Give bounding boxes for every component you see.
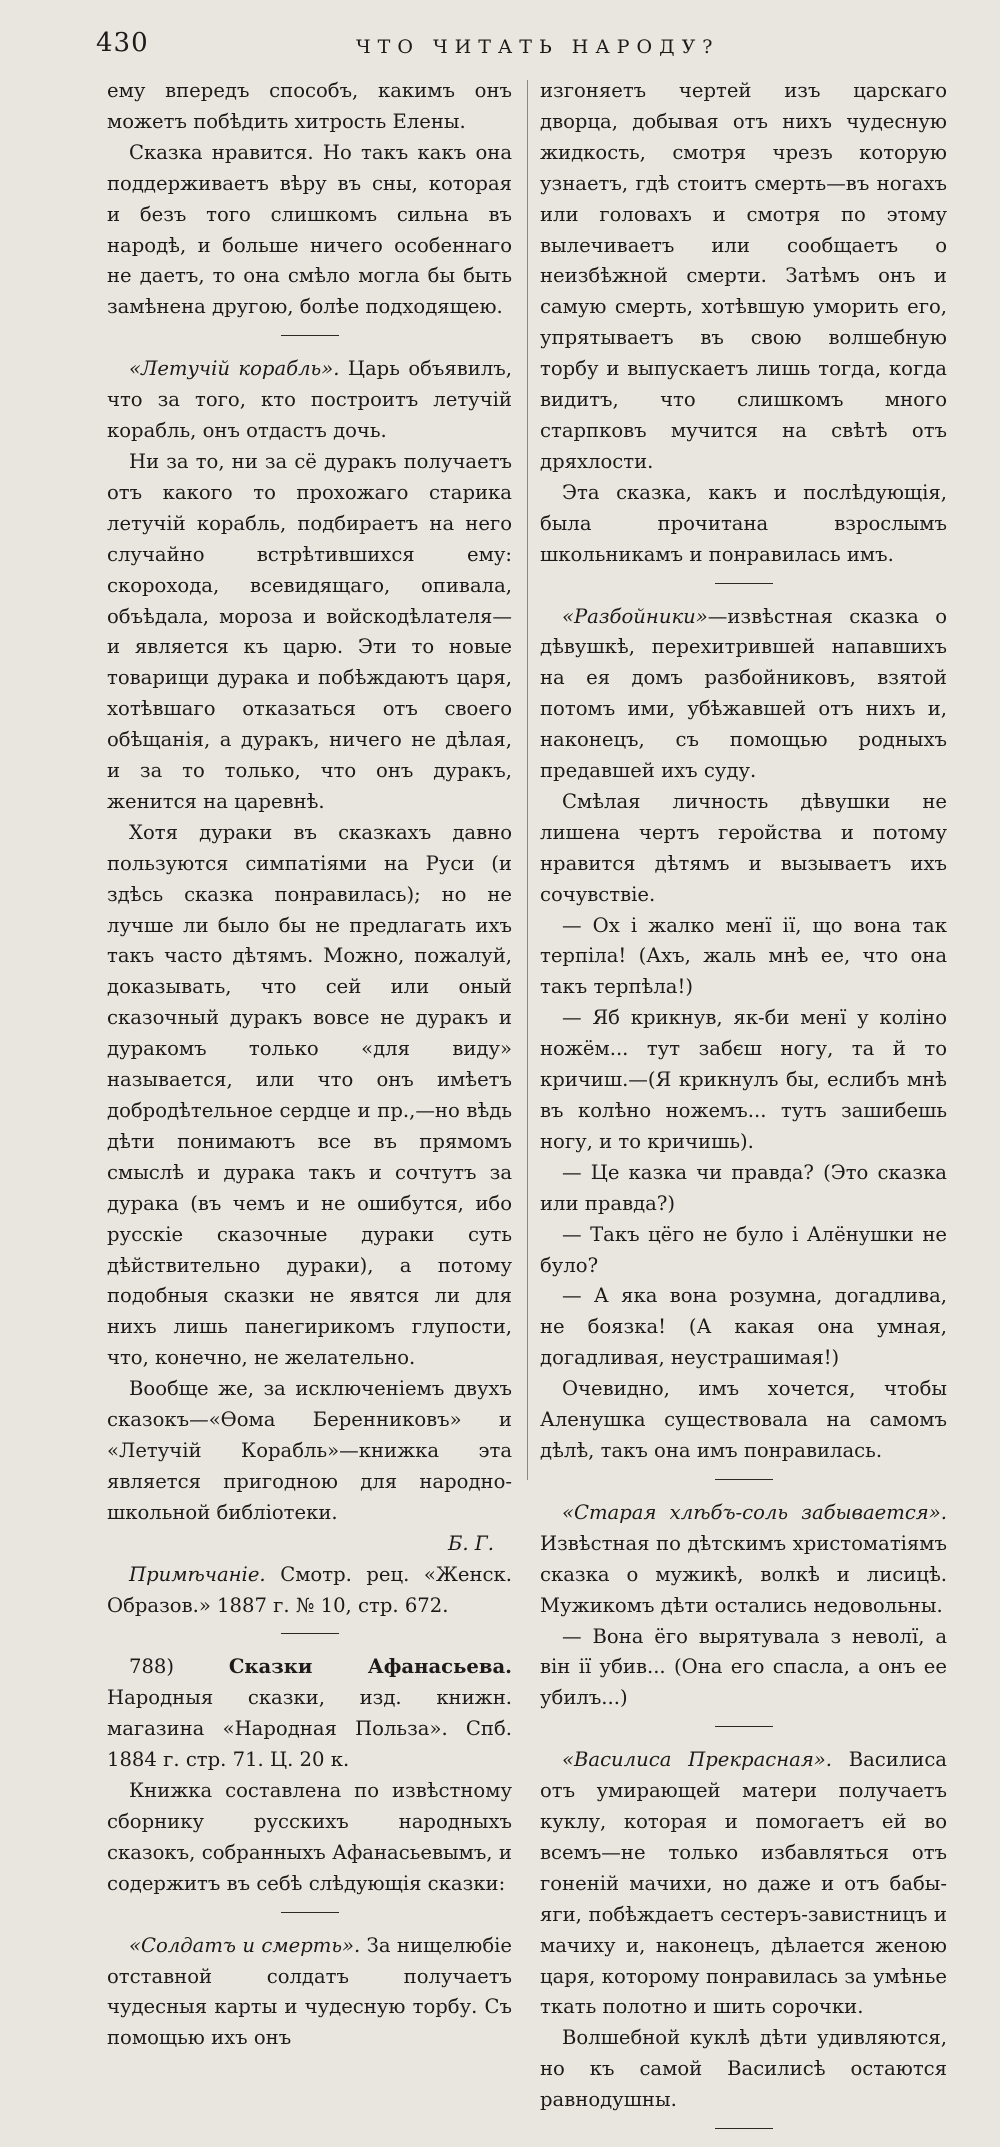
section-rule: [715, 2128, 773, 2129]
review-paragraph: [540, 1745, 947, 2023]
quote: — Це казка чи правда? (Это сказка или правда?): [540, 1160, 947, 1215]
paragraph-text: За нищелюбіе отставной солдатъ получаетъ чудесныя карты и чудесную торбу. Съ помощью ихъ онъ: [107, 1933, 512, 2050]
paragraph: Хотя дураки въ сказкахъ давно пользуются симпатіями на Руси (и здѣсь сказка понравилась); но не лучше ли было бы не предлагать ихъ такъ часто дѣтямъ. Можно, пожалуй, доказывать, что сей или оный сказочный дуракъ вовсе не дуракъ и дуракомъ только «для виду» называется, или что онъ имѣетъ добродѣтельное сердце и пр.,—но вѣдь дѣти понимаютъ все въ прямомъ смыслѣ и дурака такъ и сочтутъ за дурака (въ чемъ и не ошибутся, ибо русскіе сказочные дураки суть дѣйствительно дураки), а потому подобныя сказки не явятся ли для нихъ лишь панегирикомъ глупости, что, конечно, не желательно.: [107, 820, 512, 1370]
entry-title: Сказки Афанасьева.: [228, 1655, 512, 1679]
quote: — А яка вона розумна, догадлива, не боязка! (А какая она умная, догадливая, неустрашимая!): [540, 1284, 947, 1370]
signature: Б. Г.: [447, 1531, 494, 1555]
page-header: [96, 22, 986, 62]
note-label: Примѣчаніе.: [129, 1562, 266, 1586]
section-rule: [281, 1633, 339, 1634]
tale-title: «Разбойники»: [562, 604, 708, 628]
section-rule: [715, 1479, 773, 1480]
section-rule: [715, 1726, 773, 1727]
note: [107, 1560, 512, 1622]
tale-title: «Летучій корабль».: [129, 357, 340, 381]
paragraph: Книжка составлена по извѣстному сборнику русскихъ народныхъ сказокъ, собранныхъ Афанасьевымъ, и содержитъ въ себѣ слѣдующія сказки:: [107, 1779, 512, 1895]
running-title: ЧТО ЧИТАТЬ НАРОДУ?: [356, 36, 720, 58]
paragraph-text: —извѣстная сказка о дѣвушкѣ, перехитрившей напавшихъ на ея домъ разбойниковъ, взятой потомъ ими, убѣжавшей отъ нихъ и, наконецъ, съ помощью родныхъ предавшей ихъ суду.: [540, 604, 947, 783]
section-rule: [281, 335, 339, 336]
quote: — Ох і жалко менї ії, що вона так терпіла! (Ахъ, жаль мнѣ ее, что она такъ терпѣла!): [540, 913, 947, 999]
paragraph: изгоняетъ чертей изъ царскаго дворца, добывая отъ нихъ чудесную жидкость, смотря чрезъ которую узнаетъ, гдѣ стоитъ смерть—въ ногахъ или головахъ и смотря по этому вылечиваетъ или сообщаетъ о неизбѣжной смерти. Затѣмъ онъ и самую смерть, хотѣвшую уморить его, упрятываетъ въ свою волшебную торбу и выпускаетъ лишь тогда, когда видитъ, что слишкомъ много старпковъ мучится на свѣтѣ отъ дряхлости.: [540, 79, 947, 473]
tale-title: «Старая хлѣбъ-соль забывается».: [562, 1500, 947, 1524]
review-paragraph: [107, 1931, 512, 2055]
page-number: 430: [96, 28, 149, 58]
left-column: [107, 76, 512, 2054]
paragraph-text: Извѣстная по дѣтскимъ христоматіямъ сказка о мужикѣ, волкѣ и лисицѣ. Мужикомъ дѣти остались недовольны.: [540, 1531, 947, 1617]
paragraph: Сказка нравится. Но такъ какъ она поддерживаетъ вѣру въ сны, которая и безъ того слишкомъ сильна въ народѣ, и больше ничего особеннаго не даетъ, то она смѣло могла бы быть замѣнена другою, болѣе подходящею.: [107, 140, 512, 319]
right-column: [540, 76, 947, 2147]
paragraph: Волшебной куклѣ дѣти удивляются, но къ самой Василисѣ остаются равнодушны.: [540, 2026, 947, 2112]
section-rule: [715, 583, 773, 584]
review-paragraph: [107, 354, 512, 447]
paragraph: ему впередъ способъ, какимъ онъ можетъ побѣдить хитрость Елены.: [107, 79, 512, 133]
section-rule: [281, 1912, 339, 1913]
review-paragraph: [540, 1498, 947, 1622]
paragraph-text: Василиса отъ умирающей матери получаетъ куклу, которая и помогаетъ ей во всемъ—не только избавляться отъ гоненій мачихи, но даже и отъ бабы-яги, побѣждаетъ сестеръ-завистницъ и мачиху и, наконецъ, дѣлается женою царя, которому понравилась за умѣнье ткать полотно и шить сорочки.: [540, 1748, 947, 2019]
paragraph: Ни за то, ни за сё дуракъ получаетъ отъ какого то прохожаго старика летучій корабль, подбираетъ на него случайно встрѣтившихся ему: скорохода, всевидящаго, опивала, объѣдала, мороза и войскодѣлателя—и является къ царю. Эти то новые товарищи дурака и побѣждаютъ царя, хотѣвшаго отказаться отъ своего обѣщанія, а дуракъ, ничего не дѣлая, и за то только, что онъ дуракъ, женится на царевнѣ.: [107, 449, 512, 813]
quote: — Вона ёго вырятувала з неволї, а вiн ії убив... (Она его спасла, а онъ ее убилъ...): [540, 1624, 947, 1710]
quote: — Яб крикнув, як-би менї у коліно ножём... тут забєш ногу, та й то кричиш.—(Я крикнулъ бы, еслибъ мнѣ въ колѣно ножемъ... тутъ зашибешь ногу, и то кричишь).: [540, 1006, 947, 1153]
paragraph: Эта сказка, какъ и послѣдующія, была прочитана взрослымъ школьникамъ и понравилась имъ.: [540, 480, 947, 566]
quote: — Такъ цёго не було і Алёнушки не було?: [540, 1222, 947, 1277]
paragraph: Вообще же, за исключеніемъ двухъ сказокъ—«Ѳома Беренниковъ» и «Летучій Корабль»—книжка эта является пригодною для народно-школьной библіотеки.: [107, 1377, 512, 1524]
paragraph-text: Царь объявилъ, что за того, кто построитъ летучій корабль, онъ отдастъ дочь.: [107, 357, 512, 443]
review-paragraph: [540, 602, 947, 787]
catalog-entry: [107, 1652, 512, 1776]
column-divider: [527, 80, 528, 1480]
paragraph: Смѣлая личность дѣвушки не лишена чертъ геройства и потому нравится дѣтямъ и вызываетъ ихъ сочувствіе.: [540, 789, 947, 906]
tale-title: «Василиса Прекрасная».: [562, 1748, 833, 1772]
paragraph: Очевидно, имъ хочется, чтобы Аленушка существовала на самомъ дѣлѣ, такъ она имъ понравилась.: [540, 1377, 947, 1462]
tale-title: «Солдатъ и смерть».: [129, 1933, 361, 1957]
note-text: Смотр. рец. «Женск. Образов.» 1887 г. № 10, стр. 672.: [107, 1562, 512, 1617]
entry-number: 788): [129, 1655, 229, 1679]
entry-text: Народныя сказки, изд. книжн. магазина «Народная Польза». Спб. 1884 г. стр. 71. Ц. 20 к.: [107, 1686, 512, 1772]
